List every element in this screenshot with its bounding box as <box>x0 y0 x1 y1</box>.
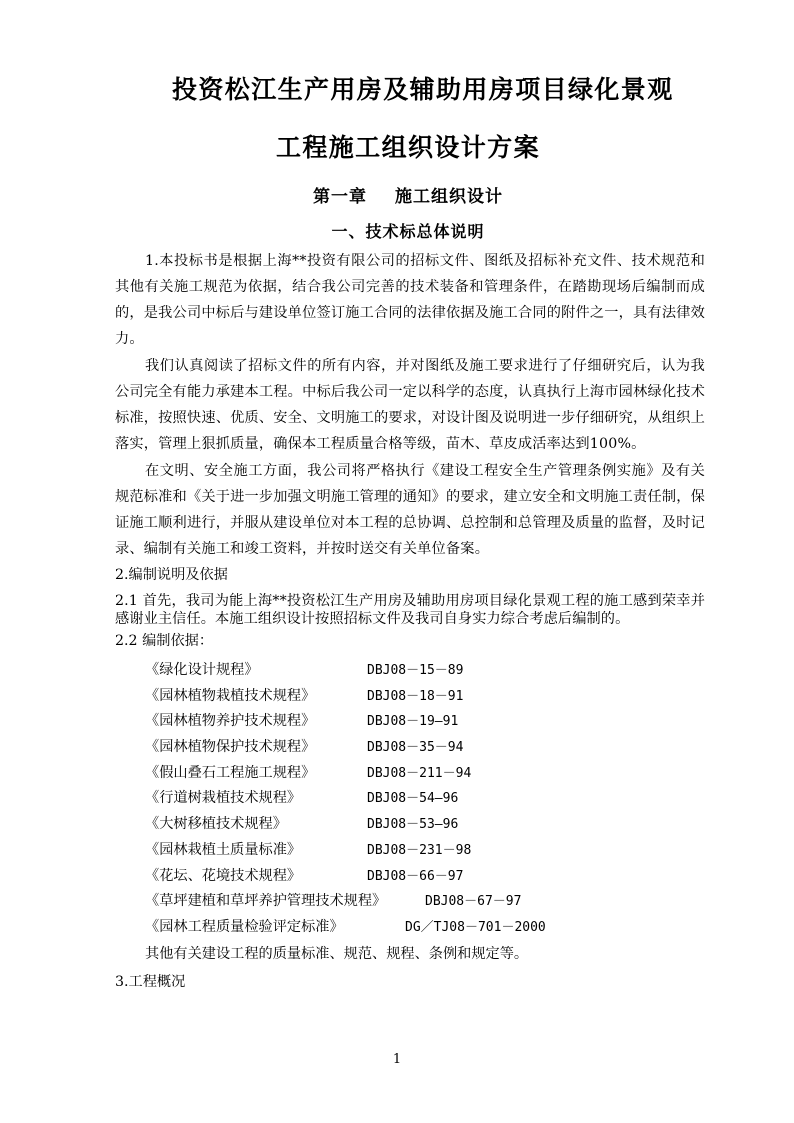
standard-name: 《园林植物保护技术规程》 <box>145 739 316 756</box>
standard-name: 《园林植物栽植技术规程》 <box>145 687 316 704</box>
standard-row <box>115 761 705 787</box>
standard-code: DBJ08－18－91 <box>367 688 464 704</box>
standard-name: 《行道树栽植技术规程》 <box>145 790 302 807</box>
standard-row <box>115 658 705 684</box>
standard-row <box>115 786 705 812</box>
standard-code: DG／TJ08－701－2000 <box>405 919 546 935</box>
chapter-name: 施工组织设计 <box>395 187 503 207</box>
standard-name: 《绿化设计规程》 <box>145 662 259 678</box>
heading-2: 2.编制说明及依据 <box>115 567 228 583</box>
paragraph-1: 1.本投标书是根据上海**投资有限公司的招标文件、图纸及招标补充文件、技术规范和其他有关施工规范为依据，结合我公司完善的技术装备和管理条件，在踏勘现场后编制而成的，是我公司中标后与建设单位签订施工合同的法律依据及施工合同的附件之一，具有法律效力。 <box>115 253 705 347</box>
standard-name: 《园林植物养护技术规程》 <box>145 713 316 730</box>
heading-2-2: 2.2 编制依据： <box>115 633 214 649</box>
standard-name: 《假山叠石工程施工规程》 <box>145 764 316 781</box>
paragraph-2-1: 2.1 首先，我司为能上海**投资松江生产用房及辅助用房项目绿化景观工程的施工感到荣幸并感谢业主信任。本施工组织设计按照招标文件及我司自身实力综合考虑后编制的。 <box>115 593 705 627</box>
standard-name: 《花坛、花境技术规程》 <box>145 867 302 884</box>
standard-code: DBJ08－231－98 <box>367 842 472 858</box>
standard-row <box>115 915 705 941</box>
standard-code: DBJ08－35－94 <box>367 740 464 756</box>
section-heading: 一、技术标总体说明 <box>331 222 485 241</box>
standard-code: DBJ08－54—96 <box>367 791 459 807</box>
standard-name: 《园林栽植土质量标准》 <box>145 841 302 858</box>
standard-code: DBJ08－19—91 <box>367 714 459 730</box>
standard-row <box>115 684 705 710</box>
standards-list <box>115 658 705 941</box>
standard-row <box>115 889 705 915</box>
page-number: 1 <box>392 1052 402 1067</box>
chapter-number: 第一章 <box>313 187 367 207</box>
document-title-line-1: 投资松江生产用房及辅助用房项目绿化景观 <box>172 75 674 104</box>
standard-code: DBJ08－53—96 <box>367 817 459 833</box>
paragraph-2: 我们认真阅读了招标文件的所有内容，并对图纸及施工要求进行了仔细研究后，认为我公司完全有能力承建本工程。中标后我公司一定以科学的态度，认真执行上海市园林绿化技术标准，按照快速、优质、安全、文明施工的要求，对设计图及说明进一步仔细研究，从组织上落实，管理上狠抓质量，确保本工程质量合格等级，苗木、草皮成活率达到100%。 <box>115 358 705 452</box>
standard-name: 《大树移植技术规程》 <box>145 816 287 833</box>
heading-3: 3.工程概况 <box>115 973 186 990</box>
standards-note: 其他有关建设工程的质量标准、规范、规程、条例和规定等。 <box>145 945 529 962</box>
standard-code: DBJ08－66－97 <box>367 868 464 884</box>
paragraph-3: 在文明、安全施工方面，我公司将严格执行《建设工程安全生产管理条例实施》及有关规范标准和《关于进一步加强文明施工管理的通知》的要求，建立安全和文明施工责任制，保证施工顺利进行，并服从建设单位对本工程的总协调、总控制和总管理及质量的监督，及时记录、编制有关施工和竣工资料，并按时送交有关单位备案。 <box>115 463 705 557</box>
document-body <box>115 248 705 995</box>
document-title-line-2: 工程施工组织设计方案 <box>275 133 540 162</box>
standard-name: 《园林工程质量检验评定标准》 <box>145 918 344 935</box>
standard-code: DBJ08－67－97 <box>425 894 522 910</box>
standard-row <box>115 812 705 838</box>
standard-code: DBJ08－15－89 <box>367 663 464 678</box>
standard-code: DBJ08－211－94 <box>367 765 472 781</box>
standard-row <box>115 709 705 735</box>
standard-row <box>115 838 705 864</box>
chapter-heading <box>0 182 794 207</box>
standard-row <box>115 864 705 890</box>
standard-row <box>115 735 705 761</box>
standard-name: 《草坪建植和草坪养护管理技术规程》 <box>145 893 387 910</box>
